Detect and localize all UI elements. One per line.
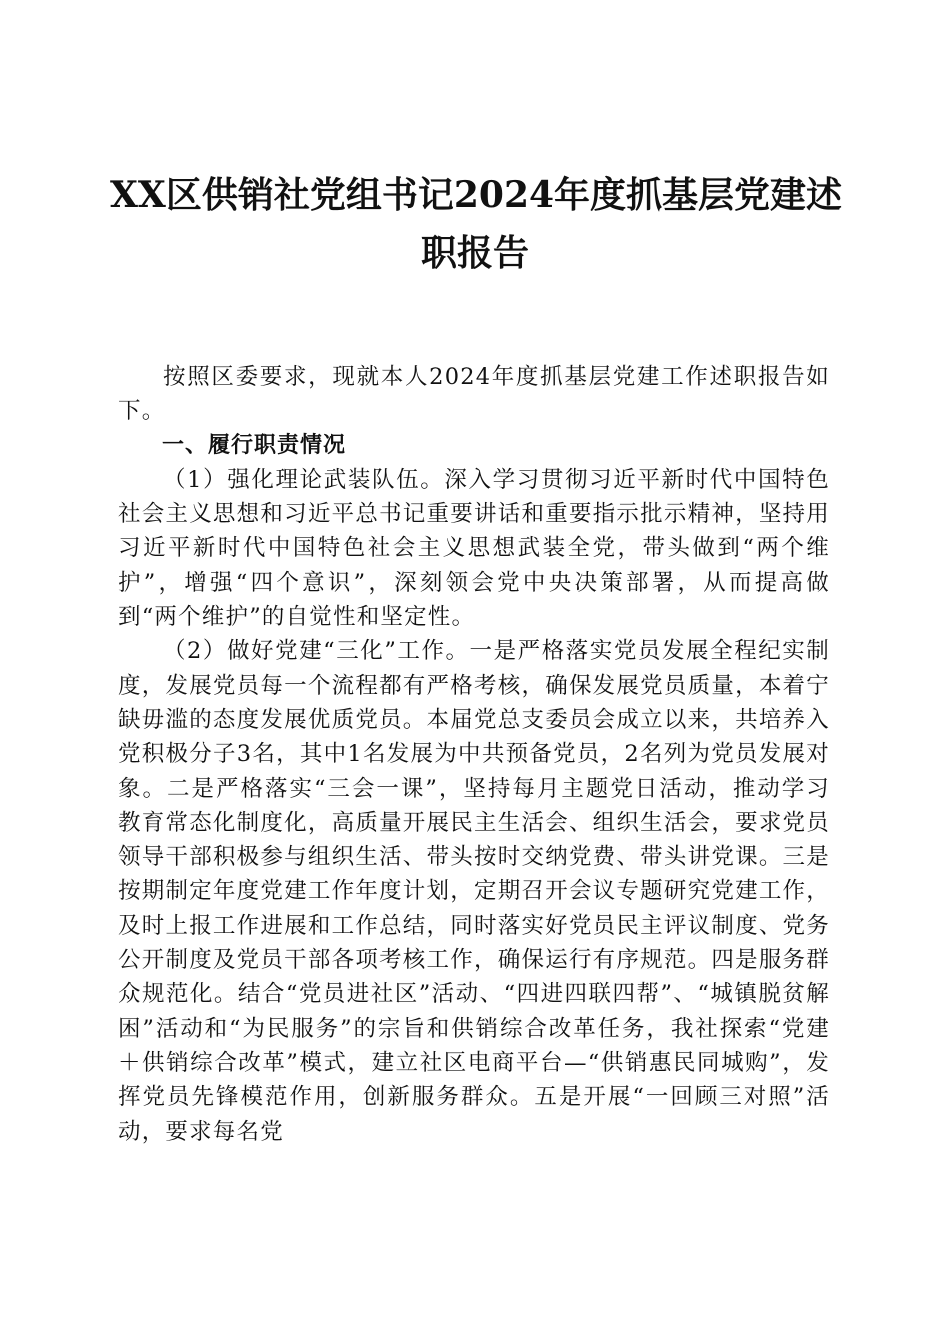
document-title [110,166,843,282]
intro-paragraph: 按照区委要求，现就本人2024年度抓基层党建工作述职报告如下。 [118,364,830,425]
title-line-1: XX区供销社党组书记2024年度抓基层党建述 [110,174,843,216]
section-heading: 一、履行职责情况 [162,432,347,458]
document-body [118,360,830,1149]
paragraph-2: （2）做好党建“三化”工作。一是严格落实党员发展全程纪实制度，发展党员每一个流程都有严格考核，确保发展党员质量，本着宁缺毋滥的态度发展优质党员。本届党总支委员会成立以来，共培养入党积极分子3名，其中1名发展为中共预备党员，2名列为党员发展对象。二是严格落实“三会一课”，坚持每月主题党日活动，推动学习教育常态化制度化，高质量开展民主生活会、组织生活会，要求党员领导干部积极参与组织生活、带头按时交纳党费、带头讲党课。三是按期制定年度党建工作年度计划，定期召开会议专题研究党建工作，及时上报工作进展和工作总结，同时落实好党员民主评议制度、党务公开制度及党员干部各项考核工作，确保运行有序规范。四是服务群众规范化。结合“党员进社区”活动、“四进四联四帮”、“城镇脱贫解困”活动和“为民服务”的宗旨和供销综合改革任务，我社探索“党建＋供销综合改革”模式，建立社区电商平台—“供销惠民同城购”，发挥党员先锋模范作用，创新服务群众。五是开展“一回顾三对照”活动，要求每名党 [118,638,830,1145]
paragraph-1: （1）强化理论武装队伍。深入学习贯彻习近平新时代中国特色社会主义思想和习近平总书记重要讲话和重要指示批示精神，坚持用习近平新时代中国特色社会主义思想武装全党，带头做到“两个维护”，增强“四个意识”，深刻领会党中央决策部署，从而提高做到“两个维护”的自觉性和坚定性。 [118,466,830,631]
title-line-2: 职报告 [420,232,529,274]
